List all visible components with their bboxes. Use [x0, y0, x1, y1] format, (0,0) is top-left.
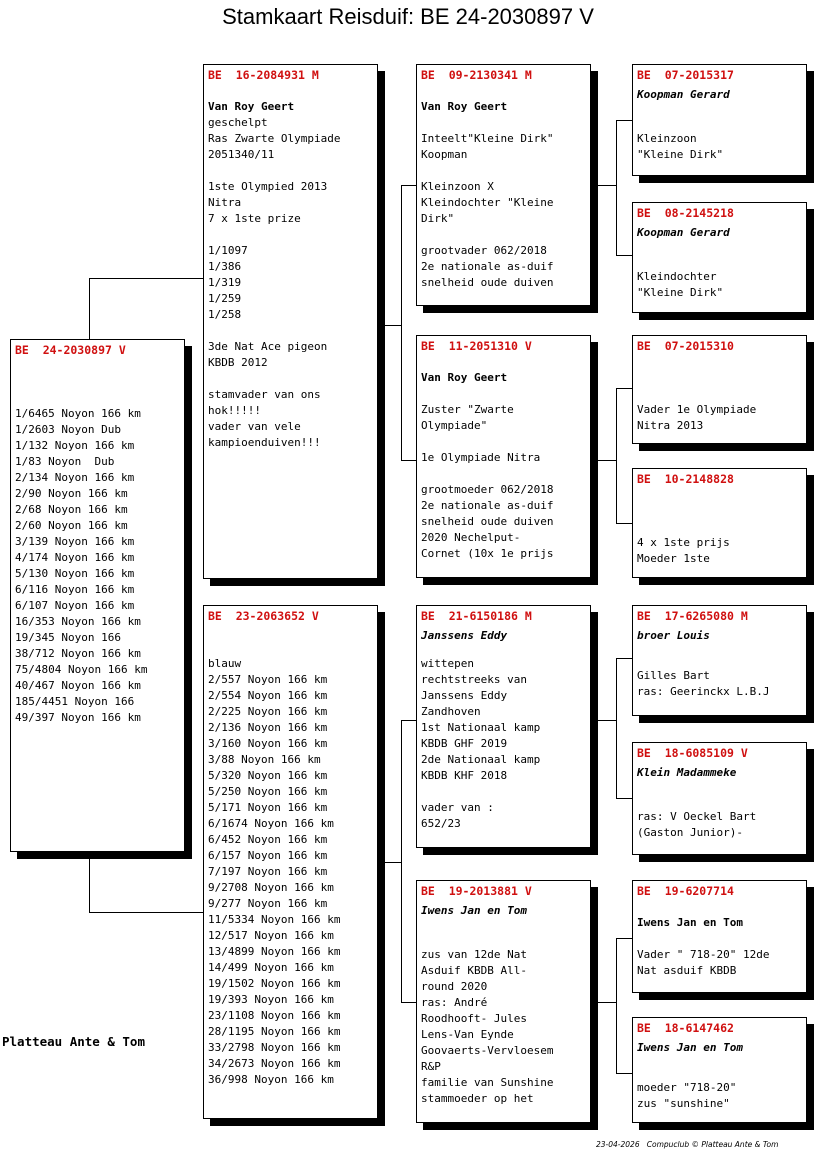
owner-name: Iwens Jan en Tom — [637, 1041, 743, 1054]
pigeon-card-mff — [632, 605, 807, 716]
pigeon-notes: Vader " 718-20" 12de Nat asduif KBDB — [637, 948, 770, 977]
connector-line — [597, 1002, 616, 1003]
owner-name: Van Roy Geert — [421, 100, 508, 113]
connector-line — [401, 185, 402, 461]
ring-number: BE 09-2130341 M — [421, 68, 532, 82]
pigeon-card-mmm — [632, 1017, 807, 1123]
owner-name: Van Roy Geert — [208, 100, 295, 113]
pigeon-card-mother-father — [416, 605, 591, 848]
pigeon-notes: zus van 12de Nat Asduif KBDB All- round 2020 ras: André Roodhooft- Jules Lens-Van Eynde Goovaerts-Vervloesem R&P familie van Sunshine stammoeder op het — [421, 948, 554, 1105]
connector-line — [384, 325, 401, 326]
ring-number: BE 19-2013881 V — [421, 884, 532, 898]
ring-number: BE 07-2015317 — [637, 68, 734, 82]
pigeon-notes: Kleinzoon "Kleine Dirk" — [637, 132, 724, 161]
connector-line — [616, 120, 617, 256]
pigeon-card-fff — [632, 64, 807, 176]
ring-number: BE 21-6150186 M — [421, 609, 532, 623]
connector-line — [616, 388, 617, 524]
connector-line — [401, 720, 402, 1003]
ring-number: BE 18-6085109 V — [637, 746, 748, 760]
ring-number: BE 16-2084931 M — [208, 68, 319, 82]
connector-line — [89, 278, 203, 279]
connector-line — [616, 523, 632, 524]
connector-line — [616, 255, 632, 256]
pigeon-card-ffm — [632, 202, 807, 313]
pigeon-notes: 1/6465 Noyon 166 km 1/2603 Noyon Dub 1/132 Noyon 166 km 1/83 Noyon Dub 2/134 Noyon 166 km 2/90 Noyon 166 km 2/68 Noyon 166 km 2/60 Noyon 166 km 3/139 Noyon 166 km 4/174 Noyon 166 km 5/130 Noyon 166 km 6/116 Noyon 166 km 6/107 Noyon 166 km 16/353 Noyon 166 km 19/345 Noyon 166 38/712 Noyon 166 km 75/4804 Noyon 166 km 40/467 Noyon 166 km 185/4451 Noyon 166 49/397 Noyon 166 km — [15, 407, 148, 724]
owner-name: Klein Madammeke — [637, 766, 737, 779]
pigeon-card-mother — [203, 605, 378, 1119]
owner-name: Koopman Gerard — [637, 88, 730, 101]
connector-line — [401, 185, 416, 186]
connector-line — [384, 862, 401, 863]
ring-number: BE 17-6265080 M — [637, 609, 748, 623]
connector-line — [616, 658, 617, 799]
connector-line — [597, 460, 616, 461]
pigeon-notes: Gilles Bart ras: Geerinckx L.B.J — [637, 669, 770, 698]
page-title: Stamkaart Reisduif: BE 24-2030897 V — [222, 4, 594, 29]
connector-line — [616, 120, 632, 121]
pigeon-card-fmf — [632, 335, 807, 444]
connector-line — [616, 938, 632, 939]
pigeon-notes: 4 x 1ste prijs Moeder 1ste — [637, 536, 730, 565]
connector-line — [616, 388, 632, 389]
connector-line — [597, 185, 616, 186]
pigeon-card-father-father — [416, 64, 591, 306]
footer-credit: 23-04-2026 Compuclub © Platteau Ante & Tom — [596, 1140, 779, 1149]
ring-number: BE 08-2145218 — [637, 206, 734, 220]
owner-name — [208, 640, 373, 656]
connector-line — [89, 912, 203, 913]
connector-line — [616, 798, 632, 799]
connector-line — [597, 720, 616, 721]
ring-number: BE 11-2051310 V — [421, 339, 532, 353]
pigeon-notes: Kleindochter "Kleine Dirk" — [637, 270, 724, 299]
ring-number: BE 18-6147462 — [637, 1021, 734, 1035]
ring-number: BE 23-2063652 V — [208, 609, 319, 623]
breeder-name: Platteau Ante & Tom — [2, 1034, 145, 1049]
pigeon-card-father-mother — [416, 335, 591, 578]
pigeon-card-mfm — [632, 742, 807, 855]
ring-number: BE 07-2015310 — [637, 339, 734, 353]
pigeon-notes: ras: V Oeckel Bart (Gaston Junior)- — [637, 810, 757, 839]
connector-line — [401, 720, 416, 721]
connector-line — [89, 858, 90, 912]
connector-line — [401, 1002, 416, 1003]
connector-line — [616, 658, 632, 659]
owner-name: Janssens Eddy — [421, 629, 508, 642]
pigeon-card-fmm — [632, 468, 807, 578]
ring-number: BE 19-6207714 — [637, 884, 734, 898]
pigeon-notes: geschelpt Ras Zwarte Olympiade 2051340/11 1ste Olympied 2013 Nitra 7 x 1ste prize 1/1097 1/386 1/319 1/259 1/258 3de Nat Ace pigeon KBDB 2012 stamvader van ons hok!!!!! vader van vele kampioenduiven!!! — [208, 116, 341, 449]
pigeon-card-father — [203, 64, 378, 579]
owner-name: Iwens Jan en Tom — [421, 904, 527, 917]
connector-line — [616, 1073, 632, 1074]
ring-number: BE 10-2148828 — [637, 472, 734, 486]
connector-line — [89, 278, 90, 340]
owner-name: Iwens Jan en Tom — [637, 916, 743, 929]
pigeon-card-mmf — [632, 880, 807, 993]
pigeon-notes: blauw 2/557 Noyon 166 km 2/554 Noyon 166 km 2/225 Noyon 166 km 2/136 Noyon 166 km 3/160 Noyon 166 km 3/88 Noyon 166 km 5/320 Noyon 166 km 5/250 Noyon 166 km 5/171 Noyon 166 km 6/1674 Noyon 166 km 6/452 Noyon 166 km 6/157 Noyon 166 km 7/197 Noyon 166 km 9/2708 Noyon 166 km 9/277 Noyon 166 km 11/5334 Noyon 166 km 12/517 Noyon 166 km 13/4899 Noyon 166 km 14/499 Noyon 166 km 19/1502 Noyon 166 km 19/393 Noyon 166 km 23/1108 Noyon 166 km 28/1195 Noyon 166 km 33/2798 Noyon 166 km 34/2673 Noyon 166 km 36/998 Noyon 166 km — [208, 657, 341, 1086]
connector-line — [401, 460, 416, 461]
pigeon-card-mother-mother — [416, 880, 591, 1123]
pigeon-notes: Zuster "Zwarte Olympiade" 1e Olympiade Nitra grootmoeder 062/2018 2e nationale as-duif snelheid oude duiven 2020 Nechelput- Cornet (10x 1e prijs — [421, 403, 554, 560]
pigeon-notes: Vader 1e Olympiade Nitra 2013 — [637, 403, 757, 432]
connector-line — [616, 938, 617, 1074]
owner-name: broer Louis — [637, 629, 710, 642]
ring-number: BE 24-2030897 V — [15, 343, 126, 357]
pigeon-notes: moeder "718-20" zus "sunshine" — [637, 1081, 737, 1110]
pigeon-notes: Inteelt"Kleine Dirk" Koopman Kleinzoon X Kleindochter "Kleine Dirk" grootvader 062/2018 2e nationale as-duif snelheid oude duiven — [421, 132, 554, 289]
owner-name: Van Roy Geert — [421, 371, 508, 384]
pigeon-card-subject — [10, 339, 185, 852]
owner-name: Koopman Gerard — [637, 226, 730, 239]
pigeon-notes: wittepen rechtstreeks van Janssens Eddy Zandhoven 1st Nationaal kamp KBDB GHF 2019 2de Nationaal kamp KBDB KHF 2018 vader van : 652/23 — [421, 657, 541, 830]
